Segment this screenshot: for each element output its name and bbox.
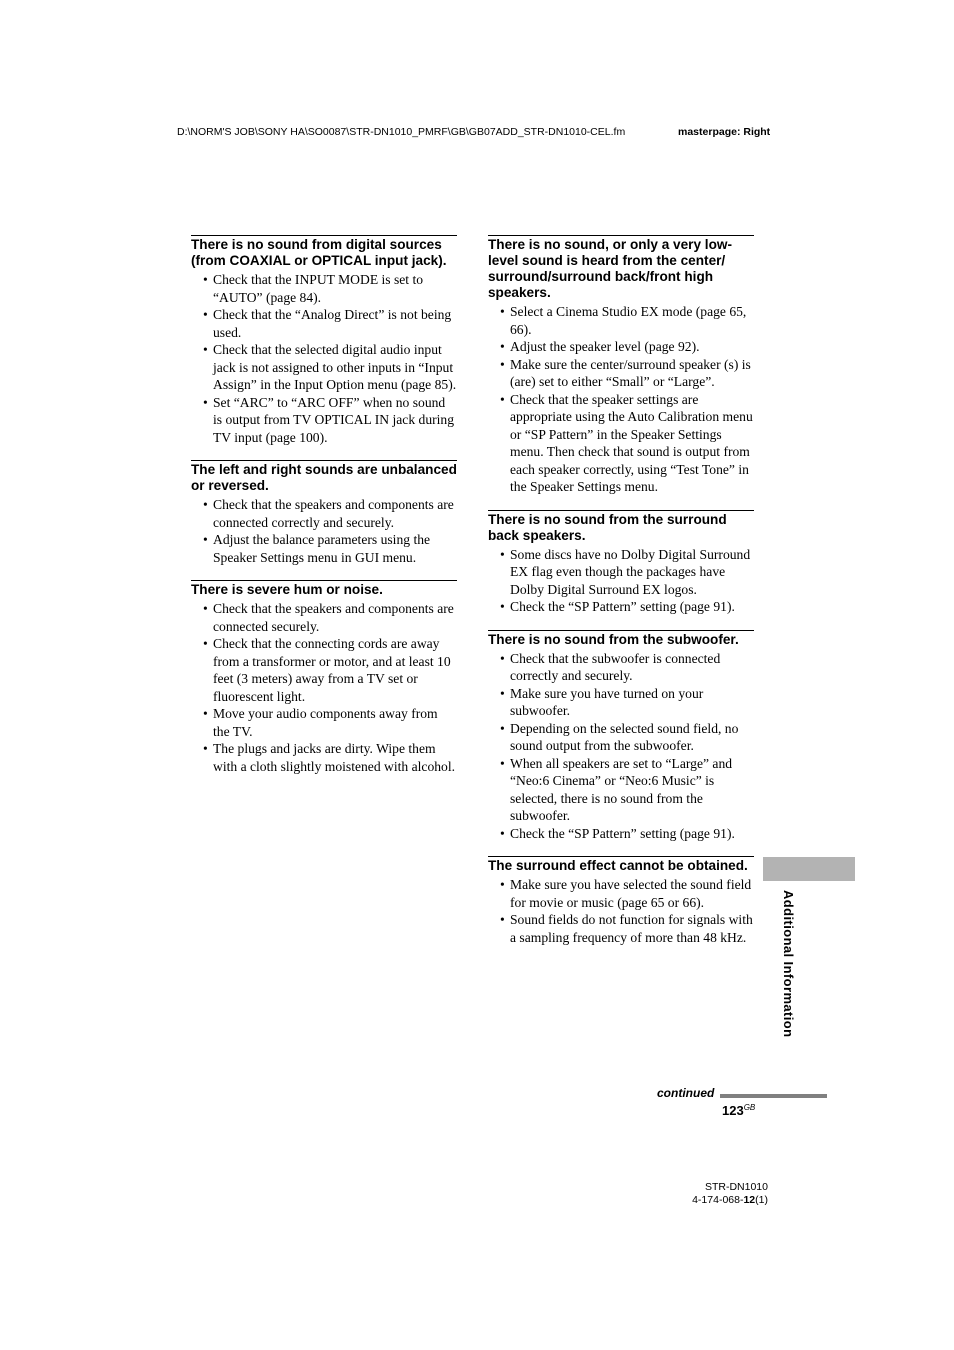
bullet-icon: • [203, 741, 208, 756]
bullet-list [191, 600, 457, 775]
list-item-text: The plugs and jacks are dirty. Wipe them with a cloth slightly moistened with alcohol. [213, 741, 456, 774]
model-name: STR-DN1010 [704, 1181, 768, 1193]
troubleshoot-section [191, 580, 457, 775]
right-column [488, 235, 754, 960]
bullet-icon: • [203, 342, 208, 357]
section-heading: There is no sound, or only a very low-level sound is heard from the center/ surround/surround back/front high speakers. [488, 237, 732, 300]
bullet-list [488, 303, 754, 496]
header-masterpage: masterpage: Right [678, 126, 771, 138]
list-item [488, 685, 754, 720]
section-heading: There is severe hum or noise. [191, 582, 383, 597]
page-number-value: 123 [722, 1103, 744, 1118]
bullet-list [191, 271, 457, 446]
continued-bar [720, 1094, 827, 1098]
list-item-text: Set “ARC” to “ARC OFF” when no sound is output from TV OPTICAL IN jack during TV input (page 100). [213, 394, 455, 445]
list-item [191, 341, 457, 394]
list-item [191, 271, 457, 306]
list-item-text: Check that the speakers and components are connected correctly and securely. [213, 497, 454, 530]
list-item [488, 338, 754, 356]
list-item-text: Adjust the balance parameters using the Speaker Settings menu in GUI menu. [213, 532, 431, 565]
bullet-icon: • [203, 272, 208, 287]
section-tab-marker [763, 857, 855, 881]
list-item [488, 546, 754, 599]
bullet-list [488, 876, 754, 946]
bullet-icon: • [203, 706, 208, 721]
list-item-text: Sound fields do not function for signals with a sampling frequency of more than 48 kHz. [510, 912, 753, 945]
troubleshoot-section [488, 510, 754, 616]
list-item-text: Make sure you have selected the sound field for movie or music (page 65 or 66). [510, 877, 752, 910]
section-heading: There is no sound from the subwoofer. [488, 631, 739, 647]
list-item-text: Check that the connecting cords are away from a transformer or motor, and at least 10 feet (3 meters) away from a TV set or fluorescent light. [213, 636, 451, 704]
troubleshoot-section [488, 630, 754, 843]
list-item [488, 391, 754, 496]
list-item-text: Check that the speakers and components are connected securely. [213, 601, 454, 634]
header-file-path: D:\NORM'S JOB\SONY HA\SO0087\STR-DN1010_PMRF\GB\GB07ADD_STR-DN1010-CEL.fm [177, 126, 626, 138]
list-item-text: Make sure you have turned on your subwoofer. [510, 685, 704, 718]
bullet-icon: • [500, 546, 505, 562]
troubleshoot-section [488, 235, 754, 496]
list-item-text: Depending on the selected sound field, no sound output from the subwoofer. [510, 720, 739, 753]
part-code-bold: 12 [743, 1193, 756, 1206]
list-item-text: Select a Cinema Studio EX mode (page 65, 66). [510, 304, 747, 337]
list-item [191, 635, 457, 705]
list-item [191, 306, 457, 341]
bullet-icon: • [500, 755, 505, 771]
part-code [692, 1194, 768, 1207]
part-code-prefix: 4-174-068- [692, 1193, 744, 1206]
bullet-icon: • [203, 394, 208, 410]
troubleshoot-section [191, 235, 457, 446]
bullet-icon: • [500, 825, 505, 841]
list-item [191, 600, 457, 635]
list-item [488, 825, 754, 843]
list-item-text: Check that the INPUT MODE is set to “AUTO” (page 84). [213, 272, 424, 305]
bullet-icon: • [203, 636, 208, 651]
bullet-icon: • [203, 601, 208, 616]
bullet-icon: • [500, 650, 505, 666]
list-item-text: Check that the subwoofer is connected correctly and securely. [510, 650, 721, 683]
bullet-icon: • [500, 339, 505, 354]
section-heading: There is no sound from the surround back speakers. [488, 511, 727, 543]
bullet-icon: • [500, 391, 505, 407]
troubleshoot-section [191, 460, 457, 566]
list-item-text: Make sure the center/surround speaker (s) is (are) set to either “Small” or “Large”. [510, 356, 751, 389]
list-item [488, 911, 754, 946]
bullet-icon: • [500, 599, 505, 614]
bullet-icon: • [500, 356, 505, 372]
list-item [488, 755, 754, 825]
part-code-suffix: (1) [755, 1193, 768, 1206]
bullet-list [488, 650, 754, 843]
left-column [191, 235, 457, 789]
list-item [191, 496, 457, 531]
bullet-icon: • [203, 532, 208, 547]
list-item [191, 531, 457, 566]
list-item [488, 650, 754, 685]
list-item [488, 598, 754, 616]
bullet-icon: • [500, 720, 505, 736]
bullet-icon: • [500, 877, 505, 892]
page-number [722, 1103, 755, 1118]
section-heading: There is no sound from digital sources (from COAXIAL or OPTICAL input jack). [191, 237, 447, 268]
list-item-text: Check that the “Analog Direct” is not being used. [213, 307, 452, 340]
list-item-text: Check that the selected digital audio input jack is not assigned to other inputs in “Input Assign” in the Input Option menu (page 85). [213, 342, 457, 392]
page-number-suffix: GB [743, 1103, 756, 1112]
continued-label: continued [657, 1086, 715, 1100]
bullet-icon: • [203, 307, 208, 322]
list-item [191, 740, 457, 775]
section-heading: The surround effect cannot be obtained. [488, 858, 748, 873]
list-item [488, 876, 754, 911]
list-item-text: When all speakers are set to “Large” and “Neo:6 Cinema” or “Neo:6 Music” is selected, there is no sound from the subwoofer. [510, 755, 733, 823]
list-item-text: Move your audio components away from the TV. [213, 706, 438, 739]
list-item [488, 720, 754, 755]
list-item-text: Adjust the speaker level (page 92). [510, 339, 700, 354]
section-heading: The left and right sounds are unbalanced or reversed. [191, 462, 457, 493]
list-item-text: Check the “SP Pattern” setting (page 91). [510, 825, 735, 841]
bullet-list [488, 546, 754, 616]
list-item-text: Some discs have no Dolby Digital Surround EX flag even though the packages have Dolby Digital Surround EX logos. [510, 546, 751, 597]
list-item-text: Check that the speaker settings are appropriate using the Auto Calibration menu or “SP Pattern” in the Speaker Settings menu. Then check that sound is output from each speaker correctly, using “Test Tone” in the Speaker Settings menu. [510, 391, 753, 494]
list-item [191, 394, 457, 447]
list-item [191, 705, 457, 740]
bullet-icon: • [500, 685, 505, 701]
list-item-text: Check the “SP Pattern” setting (page 91). [510, 599, 735, 614]
bullet-icon: • [500, 912, 505, 927]
side-tab-label: Additional Information [781, 890, 796, 1038]
list-item [488, 303, 754, 338]
bullet-icon: • [203, 497, 208, 512]
bullet-list [191, 496, 457, 566]
list-item [488, 356, 754, 391]
bullet-icon: • [500, 304, 505, 319]
model-code-block [692, 1181, 768, 1206]
troubleshoot-section [488, 856, 754, 946]
